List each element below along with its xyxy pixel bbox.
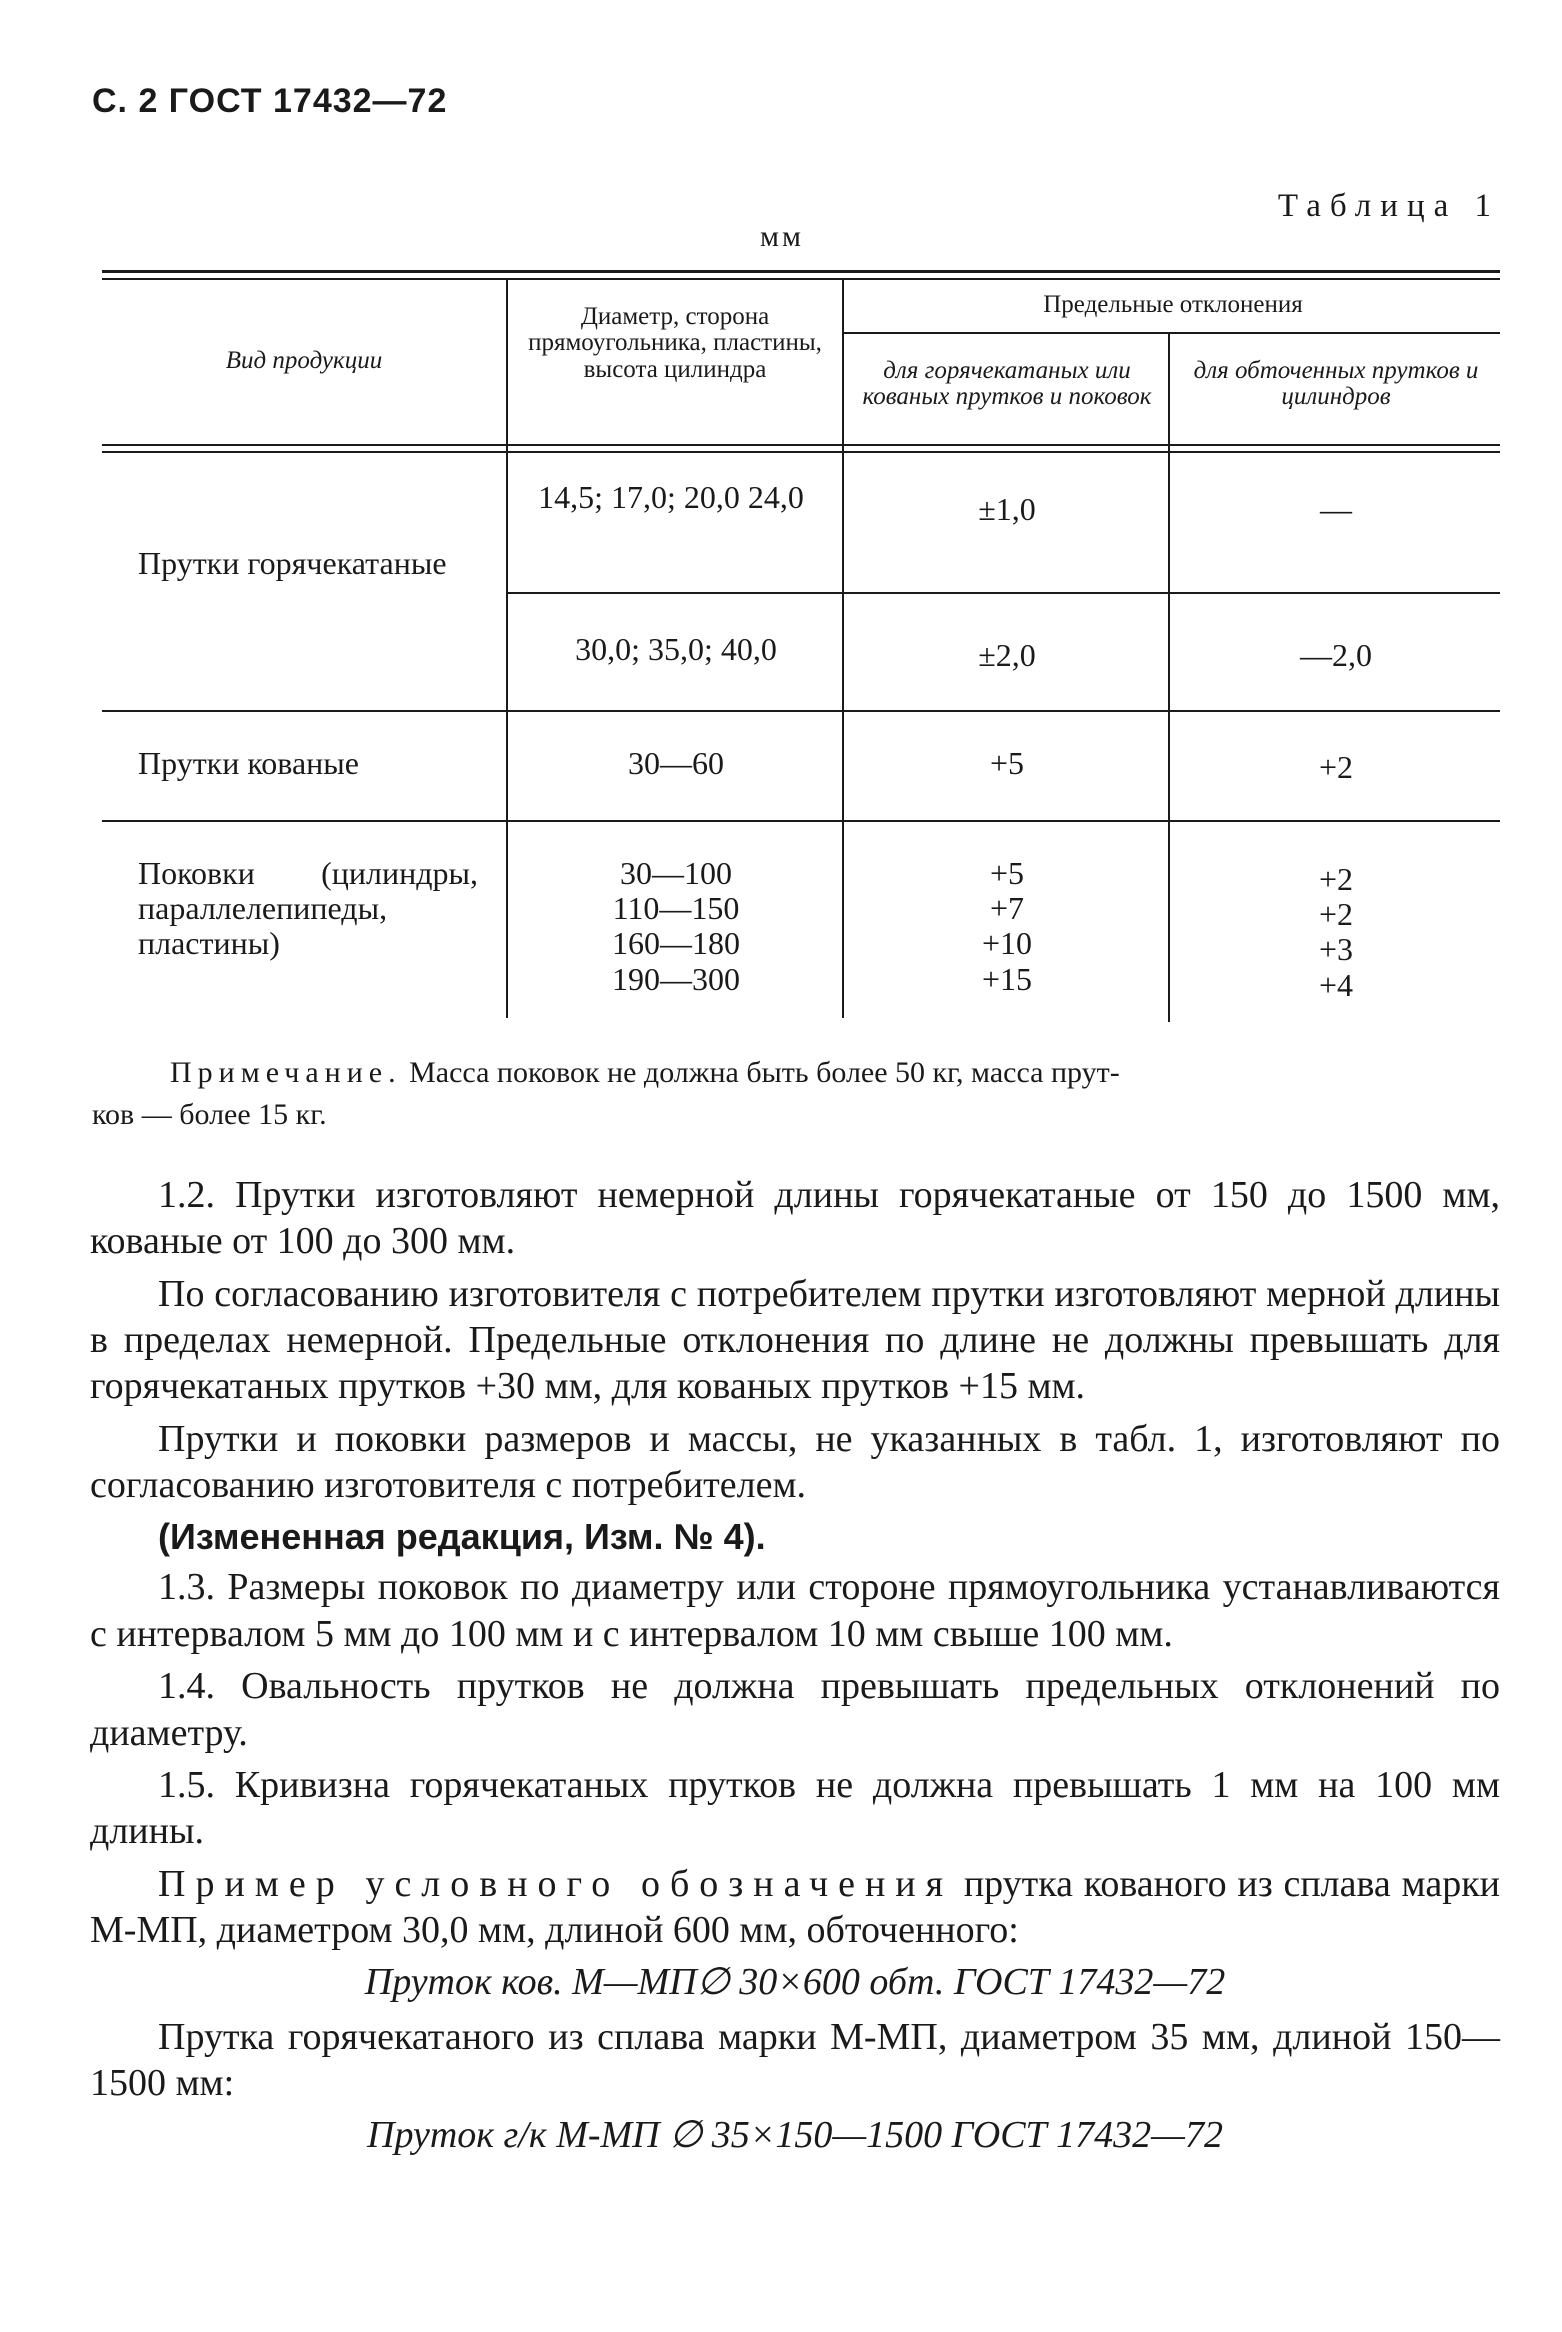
paragraph-sizes-mass: Прутки и поковки размеров и массы, не указанных в табл. 1, изготовляют по согласованию изготовителя с потребителем.	[90, 1417, 1500, 1507]
header-bottom-rule-2	[102, 451, 1500, 453]
example-intro-rest: прутка кованого из сплава марки М-МП, диаметром 30,0 мм, длиной 600 мм, обточенного:	[90, 1862, 1500, 1951]
header-limit-deviations: Предельные отклонения	[1043, 291, 1303, 318]
page-header: С. 2 ГОСТ 17432—72	[92, 82, 448, 120]
note-line-2: ков — более 15 кг.	[92, 1098, 327, 1131]
forgings-size-3: 160—180	[612, 925, 740, 962]
forgings-dev-hot-1: +5	[989, 855, 1025, 891]
paragraph-1-4: 1.4. Овальность прутков не должна превышать предельных отклонений по диаметру.	[90, 1665, 1500, 1754]
header-dev-turned: для обточенных прутков и цилиндров	[1193, 357, 1479, 411]
row-forged-size: 30—60	[628, 745, 724, 781]
row-forgings-dev-hot	[846, 856, 1168, 997]
table-note	[92, 1052, 1490, 1136]
row-hot-rolled-size-1: 14,5; 17,0; 20,0 24,0	[538, 479, 804, 515]
col-divider-1	[506, 280, 508, 1018]
row-forgings-dev-turned	[1172, 862, 1500, 1003]
header-size: Диаметр, сторона прямоугольника, пластины, высота цилиндра	[528, 303, 822, 383]
table-unit: мм	[760, 220, 804, 253]
body-text	[90, 1172, 1500, 2167]
forgings-dev-hot-4: +15	[981, 960, 1033, 997]
note-lead: Примечание.	[170, 1056, 402, 1089]
col-divider-2	[842, 280, 844, 1018]
forgings-dev-turned-3: +3	[1318, 931, 1354, 968]
header-dev-hot: для горячекатаных или кованых прутков и поковок	[862, 357, 1152, 411]
paragraph-custom-length: По согласованию изготовителя с потребителем прутки изготовляют мерной длины в пределах немерной. Предельные отклонения по длине не должны превышать для горячекатаных прутков +30 мм, для кованых прутков +15 мм.	[90, 1272, 1500, 1408]
group-header-rule	[842, 332, 1500, 334]
row-hot-rolled-size-2: 30,0; 35,0; 40,0	[575, 631, 777, 667]
forgings-dev-turned-1: +2	[1318, 861, 1354, 897]
forgings-size-1: 30—100	[620, 855, 732, 891]
table-top-rule	[102, 270, 1500, 273]
paragraph-example-2-intro: Прутка горячекатаного из сплава марки М-МП, диаметром 35 мм, длиной 150—1500 мм:	[90, 2015, 1500, 2105]
dimensions-table	[102, 270, 1500, 1030]
forgings-size-2: 110—150	[612, 890, 740, 927]
row-forgings-product: Поковки (цилиндры, параллелепипеды, пластины)	[138, 855, 478, 962]
forgings-size-4: 190—300	[612, 960, 740, 997]
paragraph-example-intro	[90, 1861, 1500, 1954]
row-hot-rolled-dev-hot-1: ±1,0	[978, 491, 1036, 527]
row-forgings-sizes	[510, 856, 842, 997]
row-forged-product: Прутки кованые	[138, 745, 359, 781]
subrow-rule	[506, 592, 1500, 594]
example-designation-hot-rolled: Пруток г/к М-МП ∅ 35×150—1500 ГОСТ 17432—72	[367, 2114, 1223, 2157]
forgings-dev-turned-4: +4	[1318, 966, 1354, 1003]
row-rule-2	[102, 820, 1500, 822]
forgings-dev-hot-3: +10	[981, 925, 1033, 962]
col-divider-3	[1168, 332, 1170, 1022]
header-bottom-rule	[102, 444, 1500, 446]
row-forged-dev-hot: +5	[989, 745, 1025, 781]
paragraph-1-2: 1.2. Прутки изготовляют немерной длины горячекатаные от 150 до 1500 мм, кованые от 100 до 300 мм.	[90, 1174, 1500, 1263]
forgings-dev-hot-2: +7	[989, 890, 1025, 927]
header-product-type: Вид продукции	[225, 347, 383, 374]
table-top-rule-2	[102, 278, 1500, 280]
row-hot-rolled-dev-hot-2: ±2,0	[978, 637, 1036, 673]
amendment-note: (Измененная редакция, Изм. № 4).	[158, 1515, 766, 1557]
table-label: Таблица 1	[1277, 188, 1500, 224]
paragraph-1-3: 1.3. Размеры поковок по диаметру или стороне прямоугольника устанавливаются с интервалом 5 мм до 100 мм и с интервалом 10 мм свыше 100 мм.	[90, 1566, 1500, 1655]
row-hot-rolled-product: Прутки горячекатаные	[138, 545, 447, 581]
row-forged-dev-turned: +2	[1318, 749, 1354, 785]
row-hot-rolled-dev-turned-2: —2,0	[1300, 637, 1372, 673]
example-lead: Пример условного обозначения	[158, 1862, 954, 1905]
note-line-1: Масса поковок не должна быть более 50 кг, масса прут-	[409, 1056, 1120, 1089]
example-designation-forged: Пруток ков. М—МП∅ 30×600 обт. ГОСТ 17432—72	[364, 1961, 1226, 2004]
row-hot-rolled-dev-turned-1: —	[1320, 491, 1352, 527]
row-rule-1	[102, 710, 1500, 712]
paragraph-1-5: 1.5. Кривизна горячекатаных прутков не должна превышать 1 мм на 100 мм длины.	[90, 1763, 1500, 1853]
forgings-dev-turned-2: +2	[1318, 896, 1354, 933]
